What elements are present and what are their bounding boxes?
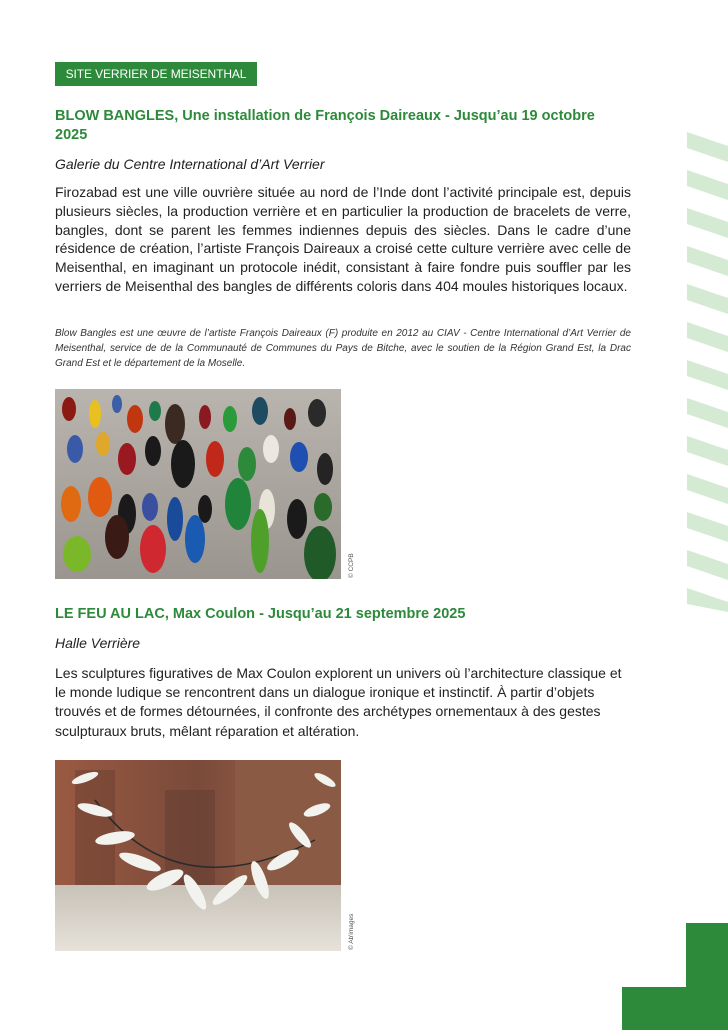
feu-au-lac-photo bbox=[55, 760, 341, 951]
exhibition-title-feu-au-lac: LE FEU AU LAC, Max Coulon - Jusqu’au 21 septembre 2025 bbox=[55, 606, 466, 622]
decorative-stripes bbox=[687, 132, 728, 612]
artwork-credit: Blow Bangles est une œuvre de l’artiste François Daireaux (F) produite en 2012 au CIAV - Centre International d’Art Verrier de Meisenthal, service de de la Communauté de Communes du Pays de Bitche, avec le soutien de la Région Grand Est, la Drac Grand Est et le département de la Moselle. bbox=[55, 328, 631, 369]
venue-label: Halle Verrière bbox=[55, 635, 141, 651]
exhibition-title-blow-bangles: BLOW BANGLES, Une installation de François Daireaux - Jusqu’au 19 octobre 2025 bbox=[55, 108, 595, 143]
blow-bangles-photo bbox=[55, 389, 341, 579]
photo-credit-ccpb: © CCPB bbox=[348, 553, 355, 578]
decorative-corner-block bbox=[622, 923, 728, 1030]
venue-label: Galerie du Centre International d’Art Verrier bbox=[55, 156, 325, 172]
section-tag: SITE VERRIER DE MEISENTHAL bbox=[55, 62, 257, 86]
exhibition-description: Les sculptures figuratives de Max Coulon explorent un univers où l’architecture classique et le monde ludique se rencontrent dans un dialogue ironique et instinctif. À partir d’objets trouvés et de formes détournées, il confronte des archétypes ornementaux à des gestes sculpturaux bruts, mêlant réparation et altération. bbox=[55, 665, 622, 739]
photo-credit-abimages: © Ab'images bbox=[348, 913, 355, 950]
exhibition-description: Firozabad est une ville ouvrière située au nord de l’Inde dont l’activité principale est, depuis plusieurs siècles, la production verrière et en particulier la production de bracelets de verre, bangles, dont se parent les femmes indiennes depuis des siècles. Dans le cadre d’une résidence de création, l’artiste François Daireaux a croisé cette culture verrière avec celle de Meisenthal, en imaginant un protocole inédit, consistant à faire fondre puis souffler par les verriers de Meisenthal des bangles de différents coloris dans 404 moules historiques locaux. bbox=[55, 184, 631, 294]
